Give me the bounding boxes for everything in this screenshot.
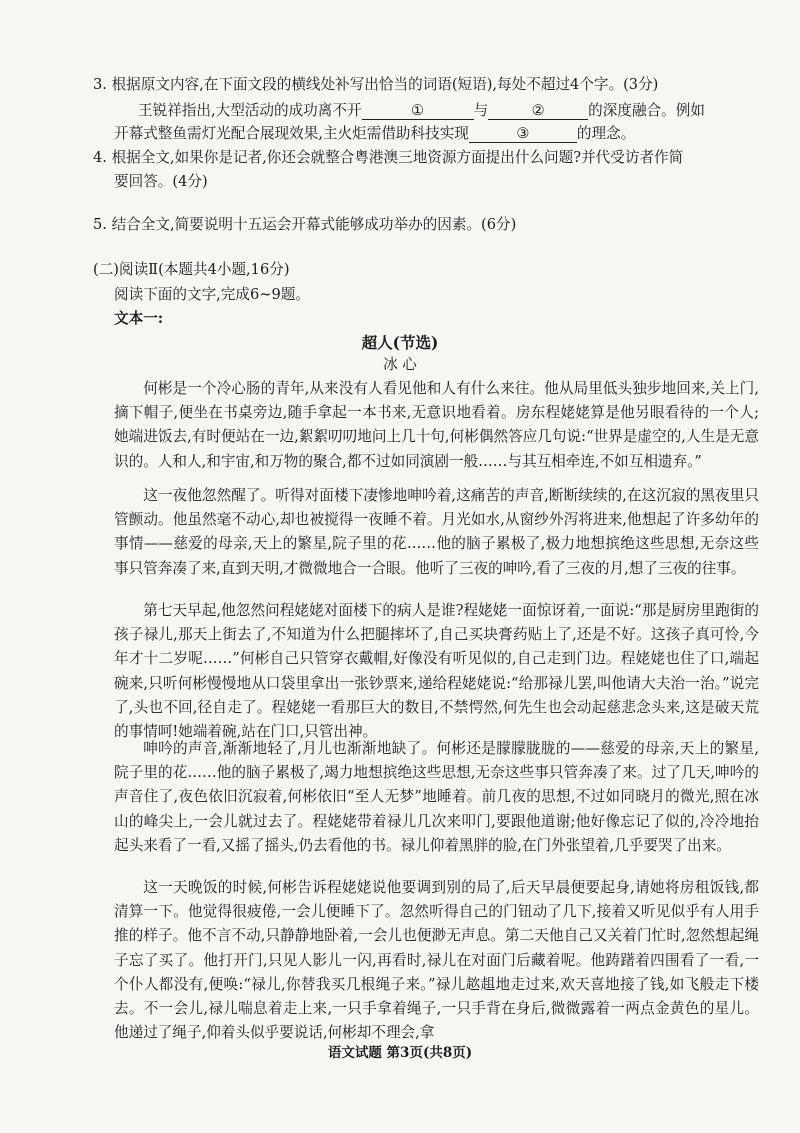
fill-text-part: 王锐祥指出,大型活动的成功离不开 <box>138 102 362 119</box>
section-instruction: 阅读下面的文字,完成6~9题。 <box>114 286 310 303</box>
passage-paragraph-2: 这一夜他忽然醒了。听得对面楼下凄惨地呻吟着,这痛苦的声音,断断续续的,在这沉寂的黑夜里只管颤动。他虽然毫不动心,却也被搅得一夜睡不着。月光如水,从窗纱外泻将进来,他想起了许多幼年的事情——慈爱的母亲,天上的繁星,院子里的花……他的脑子累极了,极力地想摈绝这些思想,无奈这些事只管奔凑了来,直到天明,才微微地合一合眼。他听了三夜的呻吟,看了三夜的月,想了三夜的往事。 <box>114 487 759 577</box>
section-heading: (二)阅读Ⅱ(本题共4小题,16分) <box>93 261 290 278</box>
question-3-stem: 3. 根据原文内容,在下面文段的横线处补写出恰当的词语(短语),每处不超过4个字。(3分) <box>93 76 659 93</box>
question-4-line-1: 4. 根据全文,如果你是记者,你还会就整合粤港澳三地资源方面提出什么问题?并代受访者作简 <box>93 149 684 166</box>
blank-1[interactable]: ① <box>362 104 474 120</box>
fill-text-part: 的深度融合。例如 <box>588 102 705 119</box>
passage-paragraph-5: 这一天晚饭的时候,何彬告诉程姥姥说他要调到别的局了,后天早晨便要起身,请她将房租饭钱,都清算一下。他觉得很疲倦,一会儿便睡下了。忽然听得自己的门钮动了几下,接着又听见似乎有人用手推的样子。他不言不动,只静静地卧着,一会儿也便渺无声息。第二天他自己又关着门忙时,忽然想起绳子忘了买了。他打开门,只见人影儿一闪,再看时,禄儿在对面门后藏着呢。他踌躇着四围看了一看,一个仆人都没有,便唤:“禄儿,你替我买几根绳子来。”禄儿趑趄地走过来,欢天喜地接了钱,如飞般走下楼去。不一会儿,禄儿喘息着走上来,一只手拿着绳子,一只手背在身后,微微露着一两点金黄色的星儿。他递过了绳子,仰着头似乎要说话,何彬却不理会,拿 <box>114 879 759 1042</box>
text-label: 文本一: <box>114 310 164 327</box>
question-3-fill-line-2 <box>114 127 635 143</box>
blank-3[interactable]: ③ <box>469 127 577 143</box>
question-4-line-2: 要回答。(4分) <box>114 173 208 190</box>
question-5: 5. 结合全文,简要说明十五运会开幕式能够成功举办的因素。(6分) <box>93 216 517 233</box>
passage-author: 冰 心 <box>383 356 417 373</box>
question-3-fill-line-1 <box>138 104 705 120</box>
passage-paragraph-4: 呻吟的声音,渐渐地轻了,月儿也渐渐地缺了。何彬还是朦朦胧胧的——慈爱的母亲,天上的繁星,院子里的花……他的脑子累极了,竭力地想摈绝这些思想,无奈这些事只管奔凑了来。过了几天,呻吟的声音住了,夜色依旧沉寂着,何彬依旧“至人无梦”地睡着。前几夜的思想,不过如同晓月的微光,照在冰山的峰尖上,一会儿就过去了。程姥姥带着禄儿几次来叩门,要跟他道谢;他好像忘记了似的,冷冷地抬起头来看了一看,又摇了摇头,仍去看他的书。禄儿仰着黑胖的脸,在门外张望着,几乎要哭了出来。 <box>114 740 759 854</box>
fill-text-part: 与 <box>473 102 489 119</box>
fill-text-part: 开幕式整鱼需灯光配合展现效果,主火炬需借助科技实现 <box>114 125 469 142</box>
page-footer: 语文试题 第3页(共8页) <box>327 1045 473 1061</box>
passage-paragraph-3: 第七天早起,他忽然问程姥姥对面楼下的病人是谁?程姥姥一面惊讶着,一面说:“那是厨房里跑街的孩子禄儿,那天上街去了,不知道为什么把腿摔坏了,自己买块膏药贴上了,还是不好。这孩子真可怜,今年才十二岁呢……”何彬自己只管穿衣戴帽,好像没有听见似的,自己走到门边。程姥姥也住了口,端起碗来,只听何彬慢慢地从口袋里拿出一张钞票来,递给程姥姥说:“给那禄儿罢,叫他请大夫治一治。”说完了,头也不回,径自走了。程姥姥一看那巨大的数目,不禁愕然,何先生也会动起慈悲念头来,这是破天荒的事情呵!她端着碗,站在门口,只管出神。 <box>114 602 759 741</box>
fill-text-part: 的理念。 <box>576 125 636 142</box>
passage-title: 超人(节选) <box>361 333 439 352</box>
passage-paragraph-1: 何彬是一个冷心肠的青年,从来没有人看见他和人有什么来往。他从局里低头独步地回来,关上门,摘下帽子,便坐在书桌旁边,随手拿起一本书来,无意识地看着。房东程姥姥算是他另眼看待的一个人;她端进饭去,有时便站在一边,絮絮叨叨地问上几十句,何彬偶然答应几句说:“世界是虚空的,人生是无意识的。人和人,和宇宙,和万物的聚合,都不过如同演剧一般……与其互相牵连,不如互相遗弃。” <box>114 380 759 470</box>
blank-2[interactable]: ② <box>488 104 588 120</box>
